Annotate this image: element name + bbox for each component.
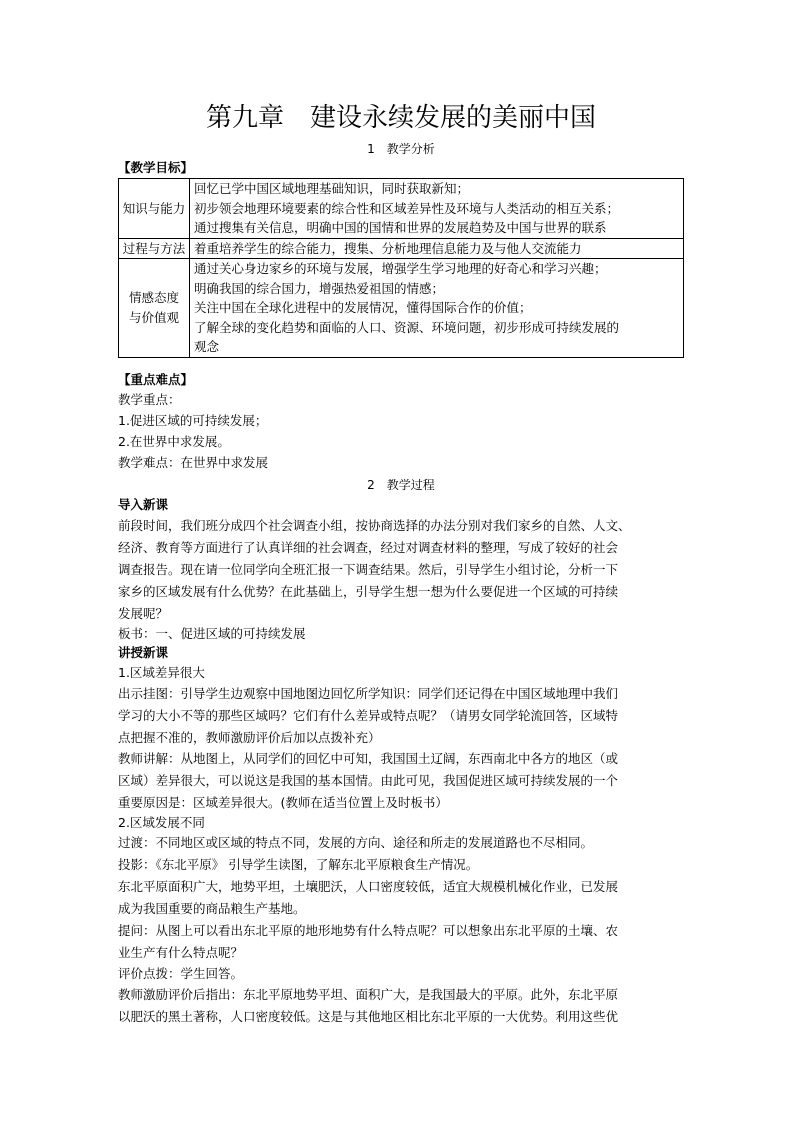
objective-content	[190, 179, 684, 239]
objective-label: 知识与能力	[119, 179, 190, 239]
objective-line: 通过搜集有关信息，明确中国的国情和世界的发展趋势及中国与世界的联系	[194, 220, 607, 235]
objective-line: 明确我国的综合国力，增强热爱祖国的情感；	[194, 280, 445, 296]
objective-line: 关注中国在全球化进程中的发展情况，懂得国际合作的价值；	[194, 300, 532, 315]
body-line: 学习的大小不等的那些区域吗？它们有什么差异或特点呢？（请男女同学轮流回答，区域特	[118, 708, 619, 723]
body-line: 教师激励评价后指出：东北平原地势平坦、面积广大，是我国最大的平原。此外，东北平原	[118, 987, 619, 1002]
section-heading-process: 2 教学过程	[367, 478, 435, 492]
intro-line: 发展呢？	[118, 606, 169, 621]
body-line: 1.区域差异很大	[118, 665, 205, 680]
intro-line: 前段时间，我们班分成四个社会调查小组，按协商选择的办法分别对我们家乡的自然、人文、	[118, 518, 631, 533]
body-line: 点把握不准的，教师激励评价后加以点拨补充）	[118, 730, 381, 745]
body-line: 过渡：不同地区或区域的特点不同，发展的方向、途径和所走的发展道路也不尽相同。	[118, 835, 594, 850]
objective-line: 了解全球的变化趋势和面临的人口、资源、环境问题，初步形成可持续发展的	[194, 319, 620, 335]
objective-line: 观念	[194, 339, 220, 354]
keypoint-line: 1.促进区域的可持续发展；	[118, 413, 268, 428]
keypoints-heading: 【重点难点】	[118, 372, 194, 387]
objective-row-attitude	[119, 259, 684, 358]
objective-line: 回忆已学中国区域地理基础知识，同时获取新知；	[194, 181, 470, 196]
body-line: 以肥沃的黑土著称，人口密度较低。这是与其他地区相比东北平原的一大优势。利用这些优	[118, 1009, 619, 1024]
body-line: 区域）差异很大，可以说这是我国的基本国情。由此可见，我国促进区域可持续发展的一个	[118, 773, 619, 788]
objective-content	[190, 259, 684, 358]
objectives-heading: 【教学目标】	[118, 160, 194, 175]
body-line: 成为我国重要的商品粮生产基地。	[118, 901, 306, 916]
keypoint-line: 2.在世界中求发展。	[118, 434, 230, 449]
intro-heading: 导入新课	[118, 497, 169, 512]
intro-line: 家乡的区域发展有什么优势？在此基础上，引导学生想一想为什么要促进一个区域的可持续	[118, 584, 619, 599]
section-heading-analysis: 1 教学分析	[367, 142, 435, 156]
objective-row-knowledge	[119, 179, 684, 239]
objective-label-line: 与价值观	[128, 309, 179, 325]
body-line: 业生产有什么特点呢？	[118, 945, 244, 960]
body-line: 评价点拨：学生回答。	[118, 966, 244, 981]
new-lesson-heading: 讲授新课	[118, 645, 169, 660]
body-line: 投影：《东北平原》 引导学生读图，了解东北平原粮食生产情况。	[118, 857, 479, 872]
intro-line: 调查报告。现在请一位同学向全班汇报一下调查结果。然后，引导学生小组讨论，分析一下	[118, 562, 619, 577]
objective-label: 过程与方法	[119, 238, 190, 259]
objective-line: 着重培养学生的综合能力，搜集、分析地理信息能力及与他人交流能力	[194, 240, 582, 256]
body-line: 教师讲解：从地图上，从同学们的回忆中可知，我国国土辽阔，东西南北中各方的地区（或	[118, 751, 619, 766]
objective-line: 初步领会地理环境要素的综合性和区域差异性及环境与人类活动的相互关系；	[194, 200, 620, 216]
objective-label	[119, 259, 190, 358]
keypoint-line: 教学重点：	[118, 392, 181, 407]
body-line: 出示挂图：引导学生边观察中国地图边回忆所学知识：同学们还记得在中国区域地理中我们	[118, 686, 619, 701]
objective-label-line: 情感态度	[128, 290, 179, 306]
intro-line: 经济、教育等方面进行了认真详细的社会调查，经过对调查材料的整理，写成了较好的社会	[118, 540, 619, 555]
objective-row-process	[119, 238, 684, 259]
objective-content	[190, 238, 684, 259]
intro-line: 板书：一、促进区域的可持续发展	[118, 626, 306, 641]
body-line: 提问：从图上可以看出东北平原的地形地势有什么特点呢？可以想象出东北平原的土壤、农	[118, 923, 619, 938]
keypoint-line: 教学难点：在世界中求发展	[118, 455, 269, 470]
body-line: 东北平原面积广大，地势平坦，土壤肥沃，人口密度较低，适宜大规模机械化作业，已发展	[118, 879, 619, 894]
objectives-table	[118, 178, 684, 358]
body-line: 2.区域发展不同	[118, 815, 205, 830]
objective-line: 通过关心身边家乡的环境与发展，增强学生学习地理的好奇心和学习兴趣；	[194, 261, 607, 276]
body-line: 重要原因是：区域差异很大。(教师在适当位置上及时板书）	[118, 795, 448, 810]
page-title: 第九章 建设永续发展的美丽中国	[205, 103, 596, 133]
